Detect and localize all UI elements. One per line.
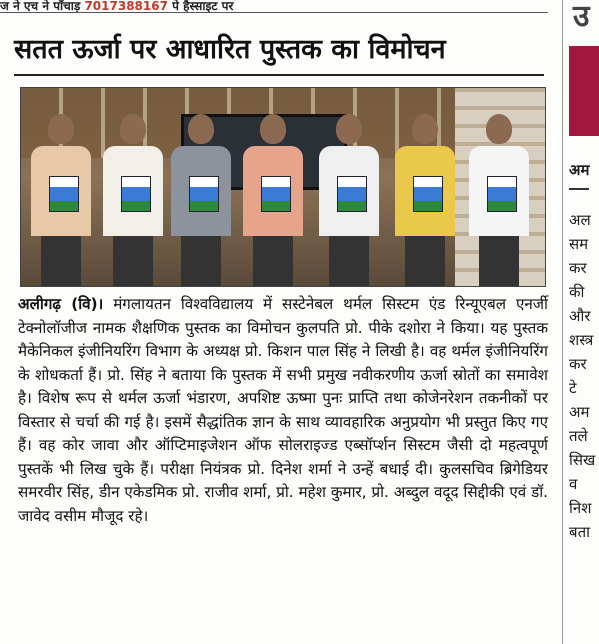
photo-person — [395, 114, 455, 286]
photo-person — [469, 114, 529, 286]
person-legs — [41, 236, 81, 286]
person-head — [48, 114, 74, 144]
book-icon — [413, 176, 443, 212]
person-legs — [329, 236, 369, 286]
article-photo — [20, 87, 546, 287]
person-legs — [405, 236, 445, 286]
adjacent-line: सिख — [569, 451, 596, 469]
book-icon — [189, 176, 219, 212]
top-strip-suffix: पे हैस्साइट पर — [167, 0, 234, 13]
adjacent-line: शस्त्र — [569, 331, 594, 349]
top-strip — [0, 0, 548, 13]
person-head — [260, 114, 286, 144]
photo-person — [31, 114, 91, 286]
book-icon — [487, 176, 517, 212]
adjacent-line: निश — [569, 499, 592, 517]
book-icon — [261, 176, 291, 212]
adjacent-line: अल — [569, 211, 591, 229]
top-strip-text: ज ने एच ने पाँचाड़ — [0, 0, 85, 13]
adjacent-line: और — [569, 307, 591, 325]
photo-person — [243, 114, 303, 286]
adjacent-line: तले — [569, 427, 588, 445]
adjacent-line: बता — [569, 523, 591, 541]
article-dateline: अलीगढ़ (वि)। — [18, 295, 104, 313]
adjacent-line: व — [569, 475, 578, 493]
photo-person — [319, 114, 379, 286]
person-head — [336, 114, 362, 144]
adjacent-photo — [569, 46, 599, 136]
person-head — [120, 114, 146, 144]
adjacent-line: कर — [569, 355, 587, 373]
photo-person — [103, 114, 163, 286]
person-head — [412, 114, 438, 144]
book-icon — [49, 176, 79, 212]
adjacent-headline-fragment: उ — [573, 0, 590, 34]
photo-person — [171, 114, 231, 286]
adjacent-column — [562, 0, 599, 644]
person-head — [188, 114, 214, 144]
article-text: मंगलायतन विश्वविद्यालय में सस्टेनेबल थर्मल सिस्टम एंड रिन्यूएबल एनर्जी टेक्नोलॉजीज नामक शैक्षणिक पुस्तक का विमोचन कुलपति प्रो. पीके दशोरा ने किया। यह पुस्तक मैकेनिकल इंजीनियरिंग विभाग के अध्यक्ष प्रो. किशन पाल सिंह ने लिखी है। वह थर्मल इंजीनियरिंग के शोधकर्ता हैं। प्रो. सिंह ने बताया कि पुस्तक में सभी प्रमुख नवीकरणीय ऊर्जा स्रोतों का समावेश है। विशेष रूप से थर्मल ऊर्जा भंडारण, अपशिष्ट ऊष्मा पुनः प्राप्ति तथा कोजेनरेशन तकनीकों पर विस्तार से चर्चा की गई है। इसमें सैद्धांतिक ज्ञान के साथ व्यावहारिक अनुप्रयोग भी प्रस्तुत किए गए हैं। वह कोर जावा और ऑप्टिमाइजेशन ऑफ सोलराइज्ड एब्सॉर्प्शन सिस्टम जैसी दो महत्वपूर्ण पुस्तकें भी लिख चुके हैं। परीक्षा नियंत्रक प्रो. दिनेश शर्मा ने उन्हें बधाई दी। कुलसचिव ब्रिगेडियर समरवीर सिंह, डीन एकेडमिक प्रो. राजीव शर्मा, प्रो. महेश कुमार, प्रो. अब्दुल वदूद सिद्दीकी एवं डॉ. जावेद वसीम मौजूद रहे। — [18, 295, 548, 525]
person-legs — [253, 236, 293, 286]
article-body — [18, 293, 548, 528]
person-legs — [181, 236, 221, 286]
adjacent-subhead: अम — [569, 160, 589, 190]
adjacent-line: अम — [569, 403, 590, 421]
adjacent-line: सम — [569, 235, 589, 253]
adjacent-line: की — [569, 283, 585, 301]
book-icon — [337, 176, 367, 212]
adjacent-line: टे — [569, 379, 577, 397]
book-icon — [121, 176, 151, 212]
top-strip-number: 7017388167 — [84, 0, 168, 13]
person-legs — [479, 236, 519, 286]
person-head — [486, 114, 512, 144]
person-legs — [113, 236, 153, 286]
adjacent-line: कर — [569, 259, 587, 277]
article-headline: सतत ऊर्जा पर आधारित पुस्तक का विमोचन — [14, 30, 544, 76]
